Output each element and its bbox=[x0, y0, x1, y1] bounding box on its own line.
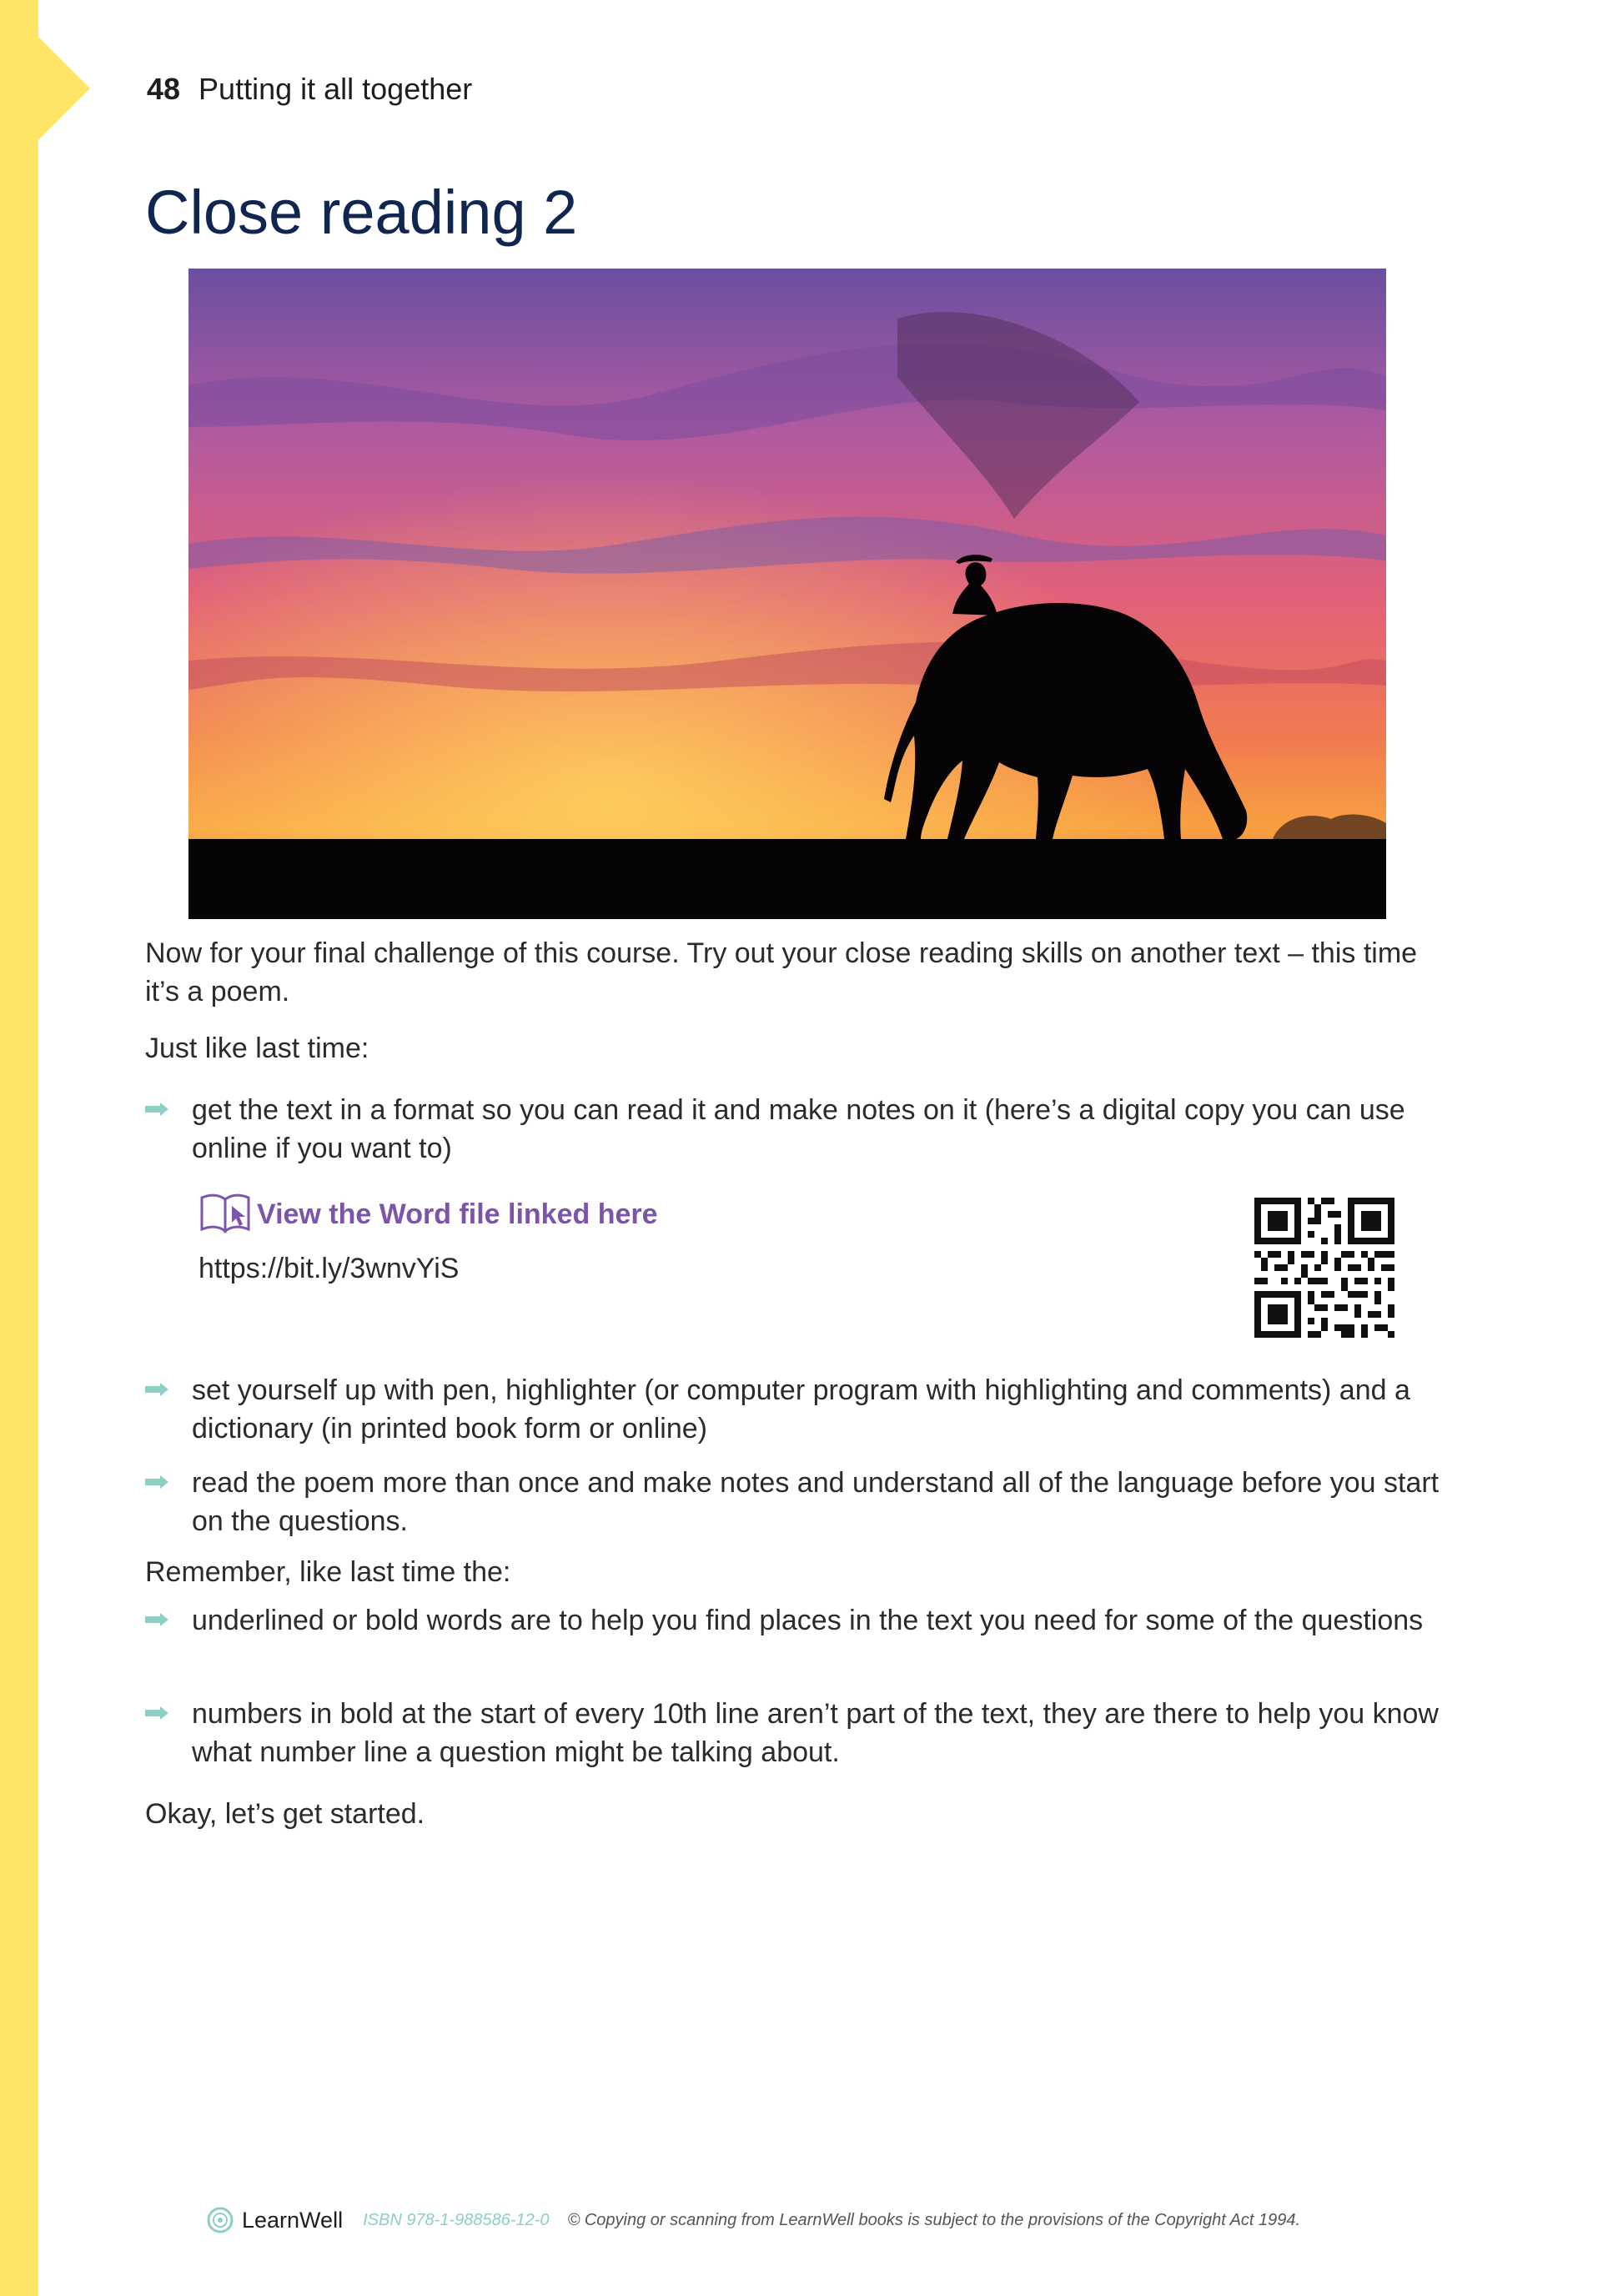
hero-image bbox=[188, 269, 1386, 919]
remember-label: Remember, like last time the: bbox=[145, 1556, 511, 1588]
running-head bbox=[147, 72, 472, 107]
sunset-elephant-photo bbox=[188, 269, 1386, 919]
bullet-marker-icon bbox=[145, 1103, 168, 1116]
short-url[interactable]: https://bit.ly/3wnvYiS bbox=[198, 1253, 460, 1284]
list-item-text: numbers in bold at the start of every 10th line aren’t part of the text, they are there to help you know what number line a question might be talking about. bbox=[192, 1698, 1439, 1768]
list-item-text: underlined or bold words are to help you find places in the text you need for some of the questions bbox=[192, 1605, 1424, 1636]
section-title: Putting it all together bbox=[198, 72, 473, 106]
page-title: Close reading 2 bbox=[145, 178, 578, 247]
resource-link-row[interactable] bbox=[198, 1193, 658, 1236]
list-item bbox=[145, 1464, 1446, 1540]
side-tab-marker bbox=[38, 37, 90, 140]
word-file-link[interactable]: View the Word file linked here bbox=[257, 1198, 658, 1230]
intro-paragraph: Now for your final challenge of this course. Try out your close reading skills on another text – this time it’s a poem. bbox=[145, 937, 1418, 1007]
list-item bbox=[145, 1091, 1446, 1168]
list-item bbox=[145, 1601, 1446, 1640]
list-item-text: set yourself up with pen, highlighter (or computer program with highlighting and comments) and a dictionary (in printed book form or online) bbox=[192, 1374, 1410, 1444]
just-like-label: Just like last time: bbox=[145, 1032, 369, 1064]
list-item-text: read the poem more than once and make notes and understand all of the language before you start on the questions. bbox=[192, 1467, 1440, 1537]
closing-paragraph: Okay, let’s get started. bbox=[145, 1798, 425, 1830]
open-book-cursor-icon bbox=[198, 1193, 252, 1236]
copyright-notice: © Copying or scanning from LearnWell books is subject to the provisions of the Copyright Act 1994. bbox=[567, 2210, 1301, 2229]
page-number: 48 bbox=[147, 72, 181, 106]
qr-code-icon[interactable] bbox=[1254, 1198, 1394, 1338]
side-band bbox=[0, 0, 38, 2296]
isbn: ISBN 978-1-988586-12-0 bbox=[363, 2210, 550, 2229]
list-item bbox=[145, 1371, 1446, 1448]
list-item bbox=[145, 1695, 1446, 1771]
bullet-marker-icon bbox=[145, 1383, 168, 1396]
page-footer bbox=[207, 2207, 1300, 2233]
bullet-marker-icon bbox=[145, 1706, 168, 1720]
brand-name: LearnWell bbox=[242, 2207, 344, 2233]
list-item-text: get the text in a format so you can read it and make notes on it (here’s a digital copy you can use online if you want to) bbox=[192, 1094, 1405, 1164]
bullet-marker-icon bbox=[145, 1613, 168, 1626]
learnwell-logo-icon bbox=[207, 2207, 234, 2233]
bullet-marker-icon bbox=[145, 1475, 168, 1489]
